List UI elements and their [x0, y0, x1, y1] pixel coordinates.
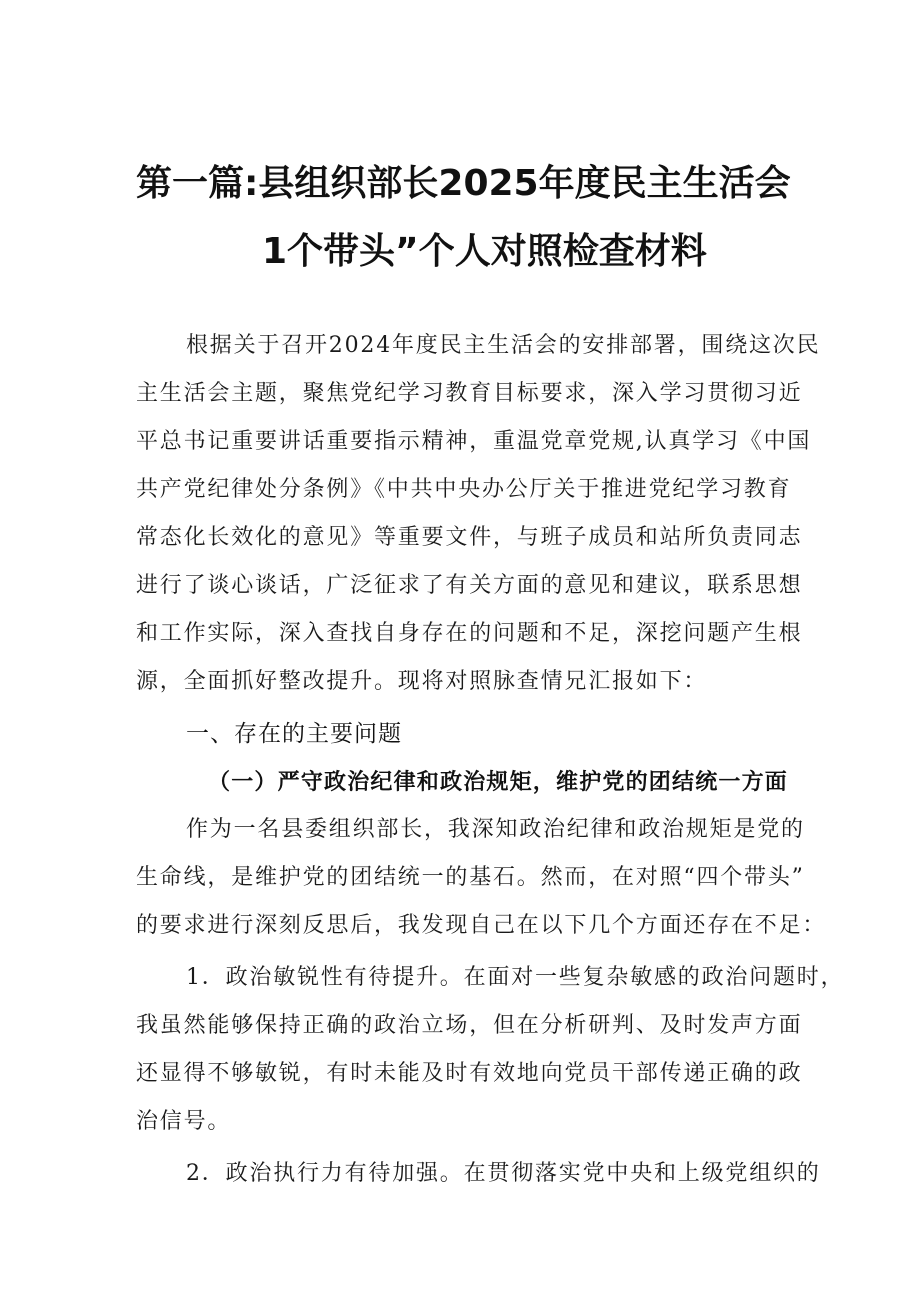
document-title-line-2: 1个带头”个人对照检查材料 — [262, 231, 707, 272]
intro-line: 平总书记重要讲话重要指示精神，重温党章党规,认真学习《中国 — [136, 429, 812, 454]
paragraph-line: 作为一名县委组织部长，我深知政治纪律和政治规矩是党的 — [186, 817, 805, 842]
intro-line: 主生活会主题，聚焦党纪学习教育目标要求，深入学习贯彻习近 — [136, 381, 803, 406]
intro-line: 和工作实际，深入查找自身存在的问题和不足，深挖问题产生根 — [136, 621, 803, 646]
intro-line: 源，全面抓好整改提升。现将对照脉查情兄汇报如下： — [136, 669, 708, 694]
paragraph-line: 的要求进行深刻反思后，我发现自己在以下几个方面还存在不足： — [136, 913, 827, 938]
list-item-line: 治信号。 — [136, 1109, 232, 1134]
list-item-line: 2．政治执行力有待加强。在贯彻落实党中央和上级党组织的 — [186, 1161, 821, 1186]
subsection-heading-political-discipline: （一）严守政治纪律和政治规矩，维护党的团结统一方面 — [208, 769, 789, 795]
list-item-line: 我虽然能够保持正确的政治立场，但在分析研判、及时发声方面 — [136, 1013, 803, 1038]
intro-line: 常态化长效化的意见》等重要文件，与班子成员和站所负责同志 — [136, 525, 803, 550]
intro-line: 共产党纪律处分条例》《中共中央办公厅关于推进党纪学习教育 — [136, 477, 792, 502]
intro-line: 进行了谈心谈话，广泛征求了有关方面的意见和建议，联系思想 — [136, 573, 803, 598]
intro-line: 根据关于召开2024年度民主生活会的安排部署，围绕这次民 — [186, 333, 821, 358]
document-title-line-1: 第一篇:县组织部长2025年度民主生活会 — [136, 163, 791, 204]
paragraph-line: 生命线，是维护党的团结统一的基石。然而，在对照“四个带头” — [136, 865, 805, 890]
list-item-line: 1．政治敏锐性有待提升。在面对一些复杂敏感的政治问题时， — [186, 965, 845, 990]
section-heading-main-problems: 一、存在的主要问题 — [186, 721, 402, 747]
list-item-line: 还显得不够敏锐，有时未能及时有效地向党员干部传递正确的政 — [136, 1061, 803, 1086]
